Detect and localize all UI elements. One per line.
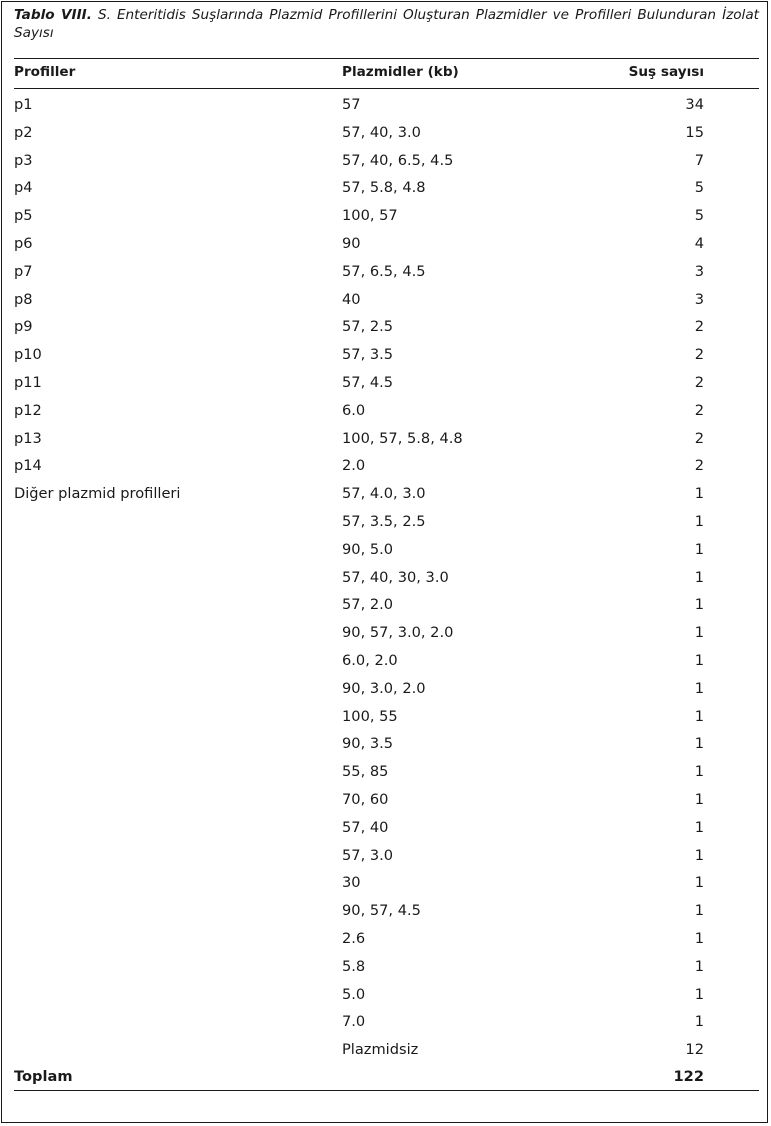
row-count: 1 — [694, 596, 704, 614]
row-plasmids: 2.0 — [342, 457, 366, 475]
table-row — [2, 786, 767, 814]
table-row — [2, 425, 767, 453]
row-plasmids: 57, 40 — [342, 818, 389, 836]
table-row — [2, 452, 767, 480]
row-profile: Diğer plazmid profilleri — [14, 485, 181, 503]
row-count: 1 — [694, 540, 704, 558]
row-count: 2 — [694, 346, 704, 364]
row-plasmids: 57, 4.0, 3.0 — [342, 485, 426, 503]
table-row — [2, 1008, 767, 1036]
total-label: Toplam — [14, 1068, 73, 1085]
row-count: 7 — [694, 151, 704, 169]
table-row — [2, 341, 767, 369]
table-row — [2, 869, 767, 897]
row-count: 1 — [694, 624, 704, 642]
row-profile: p4 — [14, 179, 33, 197]
table-row — [2, 842, 767, 870]
row-plasmids: 57, 40, 30, 3.0 — [342, 568, 449, 586]
row-count: 5 — [694, 207, 704, 225]
row-plasmids: 57, 40, 6.5, 4.5 — [342, 151, 454, 169]
row-plasmids: 100, 57, 5.8, 4.8 — [342, 429, 463, 447]
row-plasmids: 5.8 — [342, 957, 366, 975]
table-row — [2, 369, 767, 397]
row-count: 1 — [694, 846, 704, 864]
bottom-rule — [14, 1090, 759, 1091]
row-plasmids: 6.0, 2.0 — [342, 651, 398, 669]
table-row — [2, 91, 767, 119]
row-plasmids: 57, 6.5, 4.5 — [342, 262, 426, 280]
row-plasmids: 57, 2.5 — [342, 318, 394, 336]
row-count: 3 — [694, 262, 704, 280]
table-row — [2, 730, 767, 758]
row-profile: p8 — [14, 290, 33, 308]
row-plasmids: 57, 2.0 — [342, 596, 394, 614]
row-profile: p1 — [14, 96, 33, 113]
row-plasmids: 100, 57 — [342, 207, 398, 225]
row-count: 1 — [694, 818, 704, 836]
row-count: 12 — [685, 1041, 704, 1059]
row-count: 1 — [694, 707, 704, 725]
row-count: 1 — [694, 985, 704, 1003]
table-row — [2, 119, 767, 147]
row-plasmids: 70, 60 — [342, 790, 389, 808]
row-count: 1 — [694, 902, 704, 920]
row-profile: p9 — [14, 318, 33, 336]
row-profile: p10 — [14, 346, 42, 364]
row-plasmids: 2.6 — [342, 929, 366, 947]
table-row — [2, 647, 767, 675]
row-count: 1 — [694, 763, 704, 781]
row-count: 2 — [694, 457, 704, 475]
header-plasmids: Plazmidler (kb) — [342, 64, 459, 80]
row-plasmids: 57, 5.8, 4.8 — [342, 179, 426, 197]
caption-text: S. Enteritidis Suşlarında Plazmid Profillerini Oluşturan Plazmidler ve Profilleri Bulunduran İzolat Sayısı — [14, 7, 759, 41]
table-row — [2, 591, 767, 619]
row-plasmids: 40 — [342, 290, 361, 308]
table-row — [2, 174, 767, 202]
row-count: 1 — [694, 735, 704, 753]
row-count: 1 — [694, 568, 704, 586]
row-plasmids: 55, 85 — [342, 763, 389, 781]
row-plasmids: 57 — [342, 96, 361, 113]
row-count: 1 — [694, 512, 704, 530]
table-row — [2, 981, 767, 1009]
table-caption — [14, 6, 759, 42]
total-row — [2, 1063, 767, 1090]
table-row — [2, 953, 767, 981]
row-count: 1 — [694, 957, 704, 975]
table-row — [2, 1036, 767, 1064]
table-row — [2, 286, 767, 314]
table-row — [2, 202, 767, 230]
row-profile: p5 — [14, 207, 33, 225]
row-count: 1 — [694, 651, 704, 669]
table-row — [2, 619, 767, 647]
row-profile: p11 — [14, 373, 42, 391]
row-count: 1 — [694, 874, 704, 892]
caption-label: Tablo VIII. — [14, 7, 92, 23]
row-count: 2 — [694, 318, 704, 336]
table-row — [2, 258, 767, 286]
table-row — [2, 814, 767, 842]
table-frame — [1, 1, 768, 1123]
row-count: 2 — [694, 429, 704, 447]
row-count: 3 — [694, 290, 704, 308]
row-profile: p12 — [14, 401, 42, 419]
table-row — [2, 758, 767, 786]
table-row — [2, 564, 767, 592]
header-count: Suş sayısı — [628, 64, 704, 80]
row-plasmids: Plazmidsiz — [342, 1041, 419, 1059]
row-count: 1 — [694, 679, 704, 697]
row-count: 1 — [694, 929, 704, 947]
row-plasmids: 6.0 — [342, 401, 366, 419]
table-row — [2, 536, 767, 564]
row-plasmids: 90, 3.0, 2.0 — [342, 679, 426, 697]
row-count: 1 — [694, 485, 704, 503]
row-count: 4 — [694, 234, 704, 252]
table-row — [2, 508, 767, 536]
row-plasmids: 90, 3.5 — [342, 735, 394, 753]
table-row — [2, 703, 767, 731]
table-row — [2, 313, 767, 341]
row-count: 2 — [694, 401, 704, 419]
table-row — [2, 147, 767, 175]
row-plasmids: 57, 40, 3.0 — [342, 123, 421, 141]
row-plasmids: 90, 57, 3.0, 2.0 — [342, 624, 454, 642]
row-plasmids: 90, 5.0 — [342, 540, 394, 558]
row-plasmids: 90, 57, 4.5 — [342, 902, 421, 920]
table-row — [2, 230, 767, 258]
header-profiles: Profiller — [14, 64, 76, 80]
table-row — [2, 397, 767, 425]
row-plasmids: 57, 3.5 — [342, 346, 394, 364]
row-plasmids: 100, 55 — [342, 707, 398, 725]
row-profile: p6 — [14, 234, 33, 252]
table-row — [2, 675, 767, 703]
row-plasmids: 5.0 — [342, 985, 366, 1003]
row-profile: p3 — [14, 151, 33, 169]
total-count: 122 — [673, 1068, 704, 1085]
table-row — [2, 480, 767, 508]
row-plasmids: 57, 4.5 — [342, 373, 394, 391]
row-count: 15 — [685, 123, 704, 141]
row-profile: p14 — [14, 457, 42, 475]
table-row — [2, 925, 767, 953]
top-rule — [14, 58, 759, 59]
row-count: 5 — [694, 179, 704, 197]
row-count: 1 — [694, 790, 704, 808]
row-profile: p7 — [14, 262, 33, 280]
row-count: 34 — [685, 96, 704, 113]
row-count: 1 — [694, 1013, 704, 1031]
row-count: 2 — [694, 373, 704, 391]
row-plasmids: 57, 3.0 — [342, 846, 394, 864]
table-row — [2, 897, 767, 925]
header-rule — [14, 88, 759, 89]
row-profile: p13 — [14, 429, 42, 447]
row-plasmids: 30 — [342, 874, 361, 892]
row-plasmids: 90 — [342, 234, 361, 252]
row-profile: p2 — [14, 123, 33, 141]
row-plasmids: 7.0 — [342, 1013, 366, 1031]
row-plasmids: 57, 3.5, 2.5 — [342, 512, 426, 530]
table-body — [2, 91, 767, 1064]
